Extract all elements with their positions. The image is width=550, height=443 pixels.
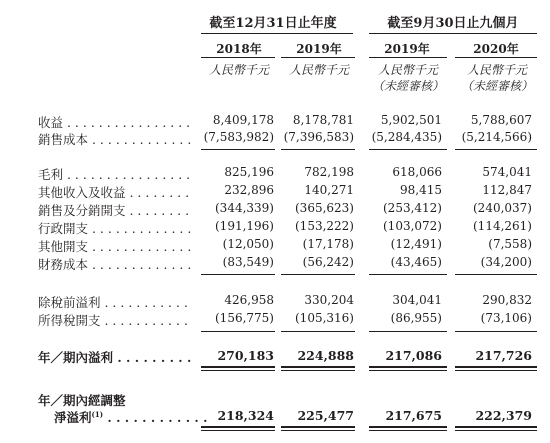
total-rule-upper xyxy=(281,426,355,428)
subtotal-rule xyxy=(369,149,447,150)
cell: 224,888 xyxy=(297,348,354,363)
cell: 217,726 xyxy=(475,348,532,363)
cell: (7,396,583) xyxy=(283,130,354,144)
cell: (114,261) xyxy=(473,219,532,233)
cell: 8,409,178 xyxy=(212,113,274,127)
row-label-admin-expenses: 行政開支 . . . . . . . . . . . . . xyxy=(38,221,192,236)
unaudited-note: （未經審核） xyxy=(460,79,533,93)
cell: (5,214,566) xyxy=(461,130,532,144)
row-label-adjusted-net-profit xyxy=(54,408,207,426)
unit-header-3 xyxy=(366,62,450,94)
row-label-profit-before-tax: 除稅前溢利 . . . . . . . . . . . xyxy=(38,295,188,310)
year-header-3: 2019年 xyxy=(384,42,430,56)
cell: 270,183 xyxy=(217,348,274,363)
cell: (105,316) xyxy=(295,311,354,325)
cell: (7,558) xyxy=(488,237,532,251)
subtotal-rule xyxy=(369,331,447,332)
cell: 5,788,607 xyxy=(470,113,532,127)
subtotal-rule xyxy=(281,274,355,275)
total-rule-lower xyxy=(201,430,275,431)
group-header-nine-months: 截至9月30日止九個月 xyxy=(387,16,519,31)
total-rule-upper xyxy=(201,426,275,428)
total-rule-upper xyxy=(369,426,447,428)
row-label-revenue: 收益 . . . . . . . . . . . . . . . . xyxy=(38,115,191,130)
cell: (156,775) xyxy=(215,311,274,325)
row-label-text: 淨溢利 xyxy=(54,410,92,425)
cell: 222,379 xyxy=(475,408,532,423)
cell: (153,222) xyxy=(295,219,354,233)
row-label-finance-costs: 財務成本 . . . . . . . . . . . . . xyxy=(38,257,192,272)
row-label-adjusted-line1: 年／期內經調整 xyxy=(38,393,126,408)
cell: (103,072) xyxy=(383,219,442,233)
total-rule-lower xyxy=(281,370,355,371)
group-header-rule-annual xyxy=(201,33,353,34)
subtotal-rule xyxy=(201,274,275,275)
cell: 98,415 xyxy=(400,183,442,197)
cell: 330,204 xyxy=(304,293,354,307)
total-rule-lower xyxy=(281,430,355,431)
subtotal-rule xyxy=(455,331,537,332)
cell: (365,623) xyxy=(295,201,354,215)
cell: (191,196) xyxy=(215,219,274,233)
row-label-selling-expenses: 銷售及分銷開支 . . . . . . . . xyxy=(38,203,190,218)
row-label-cost-of-sales: 銷售成本 . . . . . . . . . . . . . xyxy=(38,132,192,147)
cell: 574,041 xyxy=(482,165,532,179)
cell: (17,178) xyxy=(302,237,354,251)
cell: 426,958 xyxy=(224,293,274,307)
year-header-2: 2019年 xyxy=(296,42,342,56)
cell: (83,549) xyxy=(222,255,274,269)
year-rule-3 xyxy=(369,57,447,58)
year-rule-4 xyxy=(455,57,537,58)
cell: (86,955) xyxy=(390,311,442,325)
unit-label: 人民幣千元 xyxy=(377,63,438,77)
subtotal-rule xyxy=(201,149,275,150)
unit-header-2 xyxy=(278,62,360,78)
footnote-marker: (1) xyxy=(91,409,104,419)
cell: 217,675 xyxy=(385,408,442,423)
total-rule-lower xyxy=(455,370,537,371)
cell: (240,037) xyxy=(473,201,532,215)
cell: 217,086 xyxy=(385,348,442,363)
cell: 218,324 xyxy=(217,408,274,423)
total-rule-upper xyxy=(369,366,447,368)
year-header-4: 2020年 xyxy=(473,42,519,56)
cell: 140,271 xyxy=(304,183,354,197)
unaudited-note: （未經審核） xyxy=(371,79,444,93)
cell: (344,339) xyxy=(215,201,274,215)
cell: (5,284,435) xyxy=(371,130,442,144)
cell: 225,477 xyxy=(297,408,354,423)
total-rule-upper xyxy=(455,426,537,428)
cell: (253,412) xyxy=(383,201,442,215)
cell: 232,896 xyxy=(224,183,274,197)
row-label-other-income: 其他收入及收益 . . . . . . . . xyxy=(38,185,190,200)
total-rule-lower xyxy=(369,370,447,371)
row-label-profit-for-period: 年／期內溢利 . . . . . . . . . xyxy=(38,350,192,365)
subtotal-rule xyxy=(281,331,355,332)
cell: (73,106) xyxy=(480,311,532,325)
total-rule-lower xyxy=(369,430,447,431)
unit-label: 人民幣千元 xyxy=(288,63,349,77)
year-rule-2 xyxy=(281,57,355,58)
group-header-annual: 截至12月31日止年度 xyxy=(209,16,337,31)
cell: (7,583,982) xyxy=(203,130,274,144)
cell: 304,041 xyxy=(392,293,442,307)
cell: (43,465) xyxy=(390,255,442,269)
subtotal-rule xyxy=(455,274,537,275)
cell: 8,178,781 xyxy=(292,113,354,127)
subtotal-rule xyxy=(281,149,355,150)
cell: (56,242) xyxy=(302,255,354,269)
cell: 5,902,501 xyxy=(380,113,442,127)
cell: (34,200) xyxy=(480,255,532,269)
unit-label: 人民幣千元 xyxy=(466,63,527,77)
unit-label: 人民幣千元 xyxy=(208,63,269,77)
total-rule-upper xyxy=(201,366,275,368)
year-rule-1 xyxy=(201,57,275,58)
row-label-dots: . . . . . . . . . . . . xyxy=(103,410,208,425)
total-rule-lower xyxy=(455,430,537,431)
subtotal-rule xyxy=(455,149,537,150)
row-label-income-tax: 所得稅開支 . . . . . . . . . . . xyxy=(38,313,188,328)
cell: (12,491) xyxy=(390,237,442,251)
cell: 112,847 xyxy=(482,183,532,197)
cell: 290,832 xyxy=(482,293,532,307)
unit-header-4 xyxy=(454,62,540,94)
total-rule-lower xyxy=(201,370,275,371)
subtotal-rule xyxy=(201,331,275,332)
year-header-1: 2018年 xyxy=(216,42,262,56)
cell: 782,198 xyxy=(304,165,354,179)
total-rule-upper xyxy=(455,366,537,368)
cell: (12,050) xyxy=(222,237,274,251)
total-rule-upper xyxy=(281,366,355,368)
group-header-rule-nine-months xyxy=(369,33,537,34)
row-label-gross-profit: 毛利 . . . . . . . . . . . . . . . . xyxy=(38,167,191,182)
subtotal-rule xyxy=(369,274,447,275)
cell: 825,196 xyxy=(224,165,274,179)
cell: 618,066 xyxy=(392,165,442,179)
row-label-other-expenses: 其他開支 . . . . . . . . . . . . . xyxy=(38,239,192,254)
unit-header-1 xyxy=(198,62,280,78)
